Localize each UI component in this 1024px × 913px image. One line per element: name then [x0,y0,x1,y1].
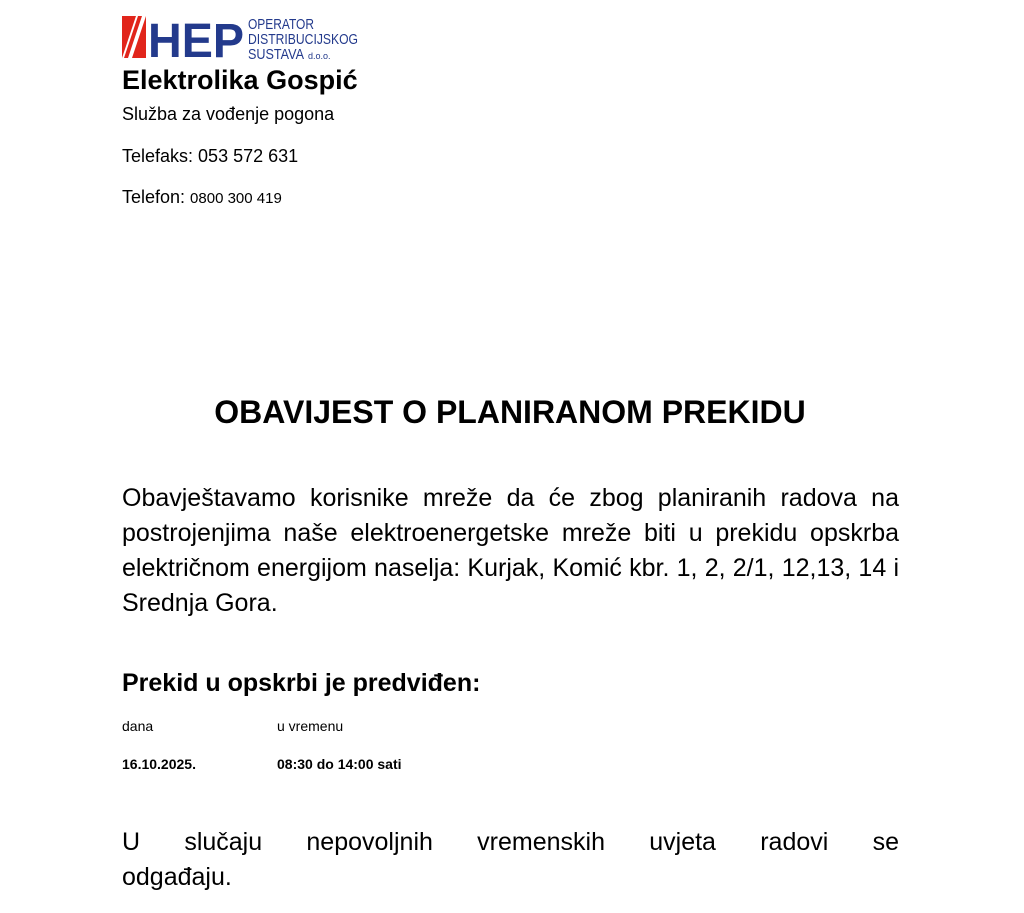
logo-tagline-line2: DISTRIBUCIJSKOG [248,31,358,48]
logo-mark-text: HEP [148,15,244,68]
hep-logo [122,14,362,68]
fax-number: 053 572 631 [198,146,299,166]
phone-line [122,186,282,210]
phone-label: Telefon: [122,187,191,207]
logo-tagline-line1: OPERATOR [248,16,315,33]
weather-notice [122,825,899,895]
logo-tagline-line3: SUSTAVA [248,46,304,63]
weather-notice-line1: U slučaju nepovoljnih vremenskih uvjeta radovi se [122,828,899,856]
schedule-date-value: 16.10.2025. [122,756,196,772]
hep-logo-graphic [122,14,362,68]
fax-line [122,145,298,167]
weather-notice-line2: odgađaju. [122,863,232,891]
logo-tagline-suffix: d.o.o. [308,51,331,61]
schedule-column-time: u vremenu [277,718,344,734]
department-name: Služba za vođenje pogona [122,104,335,124]
fax-label: Telefaks: [122,146,199,166]
phone-number: 0800 300 419 [190,190,282,207]
schedule-heading: Prekid u opskrbi je predviđen: [122,669,481,697]
schedule-column-date: dana [122,718,154,734]
organization-name: Elektrolika Gospić [122,65,358,95]
schedule-time-value: 08:30 do 14:00 sati [277,756,402,772]
notice-title: OBAVIJEST O PLANIRANOM PREKIDU [214,394,806,430]
notice-body: Obavještavamo korisnike mreže da će zbog planiranih radova na postrojenjima naše elektroenergetske mreže biti u prekidu opskrba električnom energijom naselja: Kurjak, Komić kbr. 1, 2, 2/1, 12,13, 14 i Srednja Gora. [122,484,899,617]
